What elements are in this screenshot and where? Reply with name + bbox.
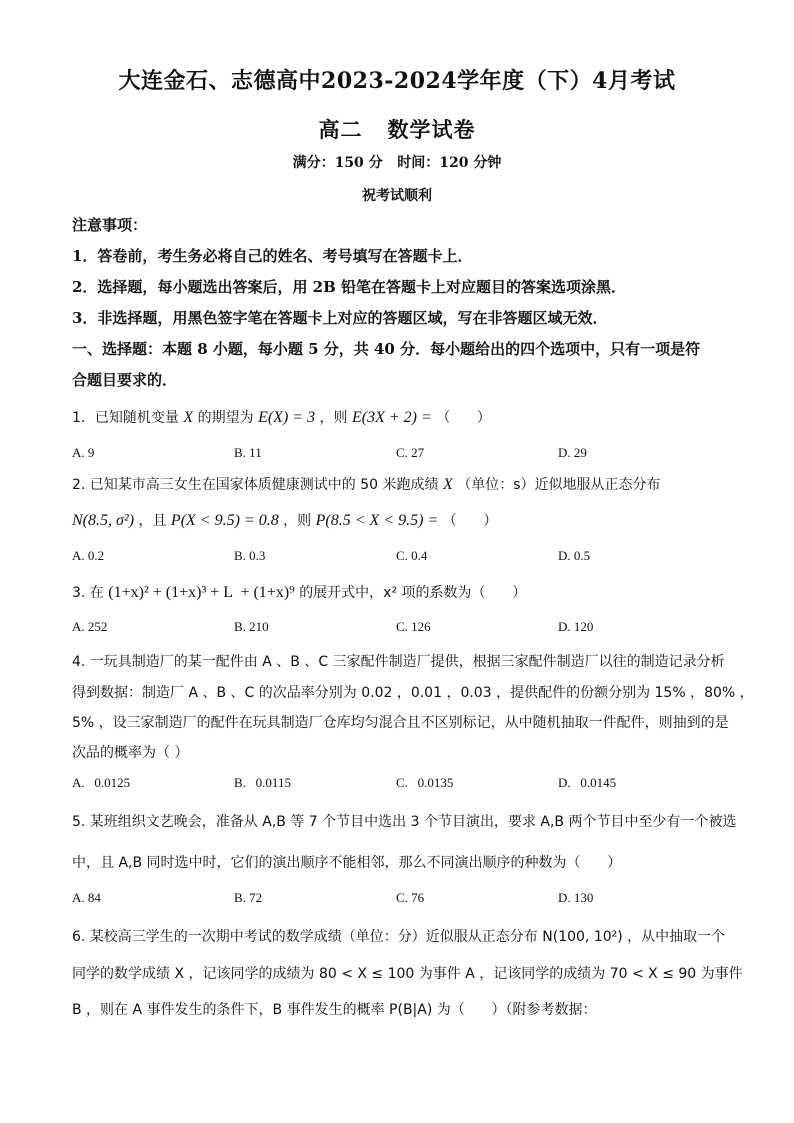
q5-option-c: C. 76 <box>396 890 425 905</box>
q3-option-c: C. 126 <box>396 619 431 634</box>
question-4-line3: 5% ，设三家制造厂的配件在玩具制造厂仓库均匀混合且不区别标记，从中随机抽取一件配件，则抽到的是 <box>72 715 729 731</box>
q2-option-d: D. 0.5 <box>558 548 591 563</box>
exam-title: 大连金石、志德高中2023-2024学年度（下）4月考试 <box>118 68 676 94</box>
exam-wish: 祝考试顺利 <box>362 188 432 204</box>
q1-option-a: A. 9 <box>72 445 95 460</box>
q4-option-a: A. 0.0125 <box>72 775 131 790</box>
q1-expr1: E(X) = 3 <box>258 409 316 426</box>
q1-pre: 1．已知随机变量 <box>72 410 179 426</box>
q2-text: 2. 已知某市高三女生在国家体质健康测试中的 50 米跑成绩 <box>72 477 439 493</box>
question-2-line1 <box>72 474 661 494</box>
q2-option-a: A. 0.2 <box>72 548 105 563</box>
q2-prob-asked: P(8.5 < X < 9.5) = <box>315 512 439 529</box>
q2-prob-given: P(X < 9.5) = 0.8 <box>170 512 279 529</box>
q4-option-c: C. 0.0135 <box>396 775 454 790</box>
q3-option-b: B. 210 <box>234 619 269 634</box>
question-1 <box>72 407 491 427</box>
q2-option-b: B. 0.3 <box>234 548 266 563</box>
q3-option-a: A. 252 <box>72 619 108 634</box>
question-5-line2: 中，且 A,B 同时选中时，它们的演出顺序不能相邻，那么不同演出顺序的种数为（ ） <box>72 855 622 871</box>
section-heading-line1: 一、选择题：本题 8 小题，每小题 5 分，共 40 分．每小题给出的四个选项中，只有一项是符 <box>72 340 701 358</box>
question-4-line4: 次品的概率为（ ） <box>72 745 189 761</box>
q3-pre: 3. 在 <box>72 585 104 601</box>
q2-text-b: （单位：s）近似地服从正态分布 <box>457 477 661 493</box>
q1-option-c: C. 27 <box>396 445 425 460</box>
question-3 <box>72 582 526 602</box>
notes-heading: 注意事项： <box>72 216 148 234</box>
q2-option-c: C. 0.4 <box>396 548 428 563</box>
q5-option-d: D. 130 <box>558 890 594 905</box>
q2-normal-dist: N(8.5, σ²) <box>72 512 135 529</box>
q4-option-b: B. 0.0115 <box>234 775 291 790</box>
question-4-line1: 4. 一玩具制造厂的某一配件由 A 、B 、C 三家配件制造厂提供，根据三家配件制造厂以往的制造记录分析 <box>72 654 725 670</box>
note-item: 2．选择题，每小题选出答案后，用 2B 铅笔在答题卡上对应题目的答案选项涂黑． <box>72 278 627 296</box>
exam-subtitle: 高二 数学试卷 <box>318 117 476 142</box>
exam-meta: 满分：150 分 时间：120 分钟 <box>292 155 502 171</box>
q3-post: 的展开式中，x² 项的系数为（ ） <box>299 585 527 601</box>
q4-option-d: D. 0.0145 <box>558 775 617 790</box>
q1-blank: （ ） <box>436 410 491 426</box>
q2-and: ，且 <box>138 513 167 529</box>
q1-option-d: D. 29 <box>558 445 587 460</box>
q2-blank: （ ） <box>442 513 498 529</box>
q5-option-b: B. 72 <box>234 890 263 905</box>
q3-expr: (1+x)² + (1+x)³ + L + (1+x)⁹ <box>108 584 295 601</box>
note-item: 3．非选择题，用黑色签字笔在答题卡上对应的答题区域，写在非答题区域无效． <box>72 309 608 327</box>
q1-option-b: B. 11 <box>234 445 262 460</box>
q1-mid: 的期望为 <box>197 410 254 426</box>
question-6-line3: B ，则在 A 事件发生的条件下，B 事件发生的概率 P(B|A) 为（ ）（附参考数据： <box>72 1002 597 1018</box>
question-2-line2 <box>72 510 497 530</box>
q2-then: ，则 <box>283 513 312 529</box>
q1-var: X <box>183 409 194 426</box>
q5-option-a: A. 84 <box>72 890 101 905</box>
q1-comma: ，则 <box>319 410 348 426</box>
q2-var: X <box>442 476 453 493</box>
question-6-line2: 同学的数学成绩 X ，记该同学的成绩为 80 < X ≤ 100 为事件 A ，记该同学的成绩为 70 < X ≤ 90 为事件 <box>72 966 743 982</box>
note-item: 1．答卷前，考生务必将自己的姓名、考号填写在答题卡上． <box>72 247 473 265</box>
question-5-line1: 5. 某班组织文艺晚会，准备从 A,B 等 7 个节目中选出 3 个节目演出，要求 A,B 两个节目中至少有一个被选 <box>72 814 737 830</box>
q1-expr2: E(3X + 2) = <box>351 409 432 426</box>
question-6-line1: 6. 某校高三学生的一次期中考试的数学成绩（单位：分）近似服从正态分布 N(100, 10²) ，从中抽取一个 <box>72 929 726 945</box>
question-4-line2: 得到数据：制造厂 A 、B 、C 的次品率分别为 0.02 ，0.01 ，0.03 ，提供配件的份额分别为 15% ，80% ， <box>72 685 754 701</box>
q3-option-d: D. 120 <box>558 619 594 634</box>
section-heading-line2: 合题目要求的． <box>72 371 178 389</box>
